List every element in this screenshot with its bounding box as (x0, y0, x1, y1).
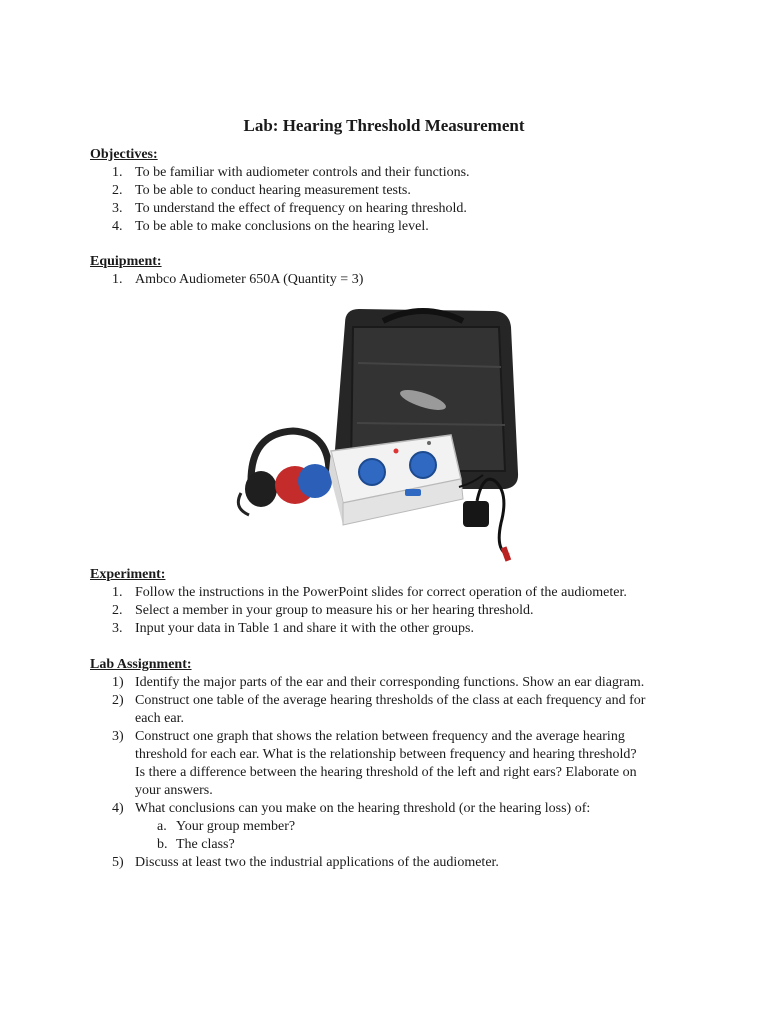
item-number: 3. (112, 201, 123, 216)
equipment-list (90, 271, 710, 289)
item-text-continued: Is there a difference between the hearing threshold of the left and right ears? Elaborate on (135, 765, 637, 780)
objectives-section (90, 146, 710, 236)
objectives-list (90, 164, 710, 236)
item-text: Input your data in Table 1 and share it with the other groups. (135, 621, 474, 636)
item-text: What conclusions can you make on the hearing threshold (or the hearing loss) of: (135, 801, 591, 816)
sub-list-item (90, 818, 710, 836)
item-number: 5) (112, 855, 124, 870)
list-item (90, 182, 710, 200)
sub-item-letter: b. (157, 837, 168, 852)
item-number: 3) (112, 729, 124, 744)
sub-item-text: The class? (176, 837, 235, 852)
item-text: Construct one graph that shows the relation between frequency and the average hearing (135, 729, 625, 744)
assignment-list (90, 674, 710, 872)
item-number: 1. (112, 165, 123, 180)
item-number: 2. (112, 183, 123, 198)
list-item (90, 602, 710, 620)
item-number: 4. (112, 219, 123, 234)
item-text: Identify the major parts of the ear and their corresponding functions. Show an ear diagram. (135, 675, 645, 690)
list-item (90, 854, 710, 872)
sub-item-letter: a. (157, 819, 167, 834)
list-item (90, 164, 710, 182)
list-item (90, 584, 710, 602)
item-text: Discuss at least two the industrial applications of the audiometer. (135, 855, 499, 870)
item-text: Construct one table of the average hearing thresholds of the class at each frequency and for (135, 693, 646, 708)
list-item (90, 271, 710, 289)
list-item (90, 218, 710, 236)
item-text: Follow the instructions in the PowerPoint slides for correct operation of the audiometer. (135, 585, 627, 600)
item-text: To be familiar with audiometer controls and their functions. (135, 165, 470, 180)
experiment-heading: Experiment: (90, 567, 166, 582)
item-text-continued: your answers. (135, 783, 213, 798)
list-item (90, 200, 710, 218)
item-text: To understand the effect of frequency on hearing threshold. (135, 201, 467, 216)
item-number: 2) (112, 693, 124, 708)
assignment-heading: Lab Assignment: (90, 657, 192, 672)
objectives-heading: Objectives: (90, 147, 158, 162)
experiment-section (90, 566, 710, 638)
sub-item-text: Your group member? (176, 819, 296, 834)
list-item (90, 674, 710, 692)
item-text: To be able to conduct hearing measurement tests. (135, 183, 411, 198)
page-title: Lab: Hearing Threshold Measurement (243, 116, 525, 135)
list-item (90, 800, 710, 854)
equipment-section (90, 253, 710, 289)
item-text: To be able to make conclusions on the hearing level. (135, 219, 429, 234)
item-text-continued: threshold for each ear. What is the relationship between frequency and hearing threshold? (135, 747, 637, 762)
item-number: 4) (112, 801, 124, 816)
list-item (90, 692, 710, 728)
item-number: 3. (112, 621, 123, 636)
audiometer-photo (233, 303, 533, 565)
experiment-list (90, 584, 710, 638)
item-number: 2. (112, 603, 123, 618)
list-item (90, 620, 710, 638)
list-item (90, 728, 710, 800)
item-number: 1. (112, 272, 123, 287)
item-number: 1) (112, 675, 124, 690)
item-text: Ambco Audiometer 650A (Quantity = 3) (135, 272, 364, 287)
item-number: 1. (112, 585, 123, 600)
item-text: Select a member in your group to measure his or her hearing threshold. (135, 603, 534, 618)
item-text-continued: each ear. (135, 711, 184, 726)
assignment-section (90, 656, 710, 872)
audiometer-illustration (233, 303, 533, 565)
sub-list-item (90, 836, 710, 854)
equipment-heading: Equipment: (90, 254, 162, 269)
